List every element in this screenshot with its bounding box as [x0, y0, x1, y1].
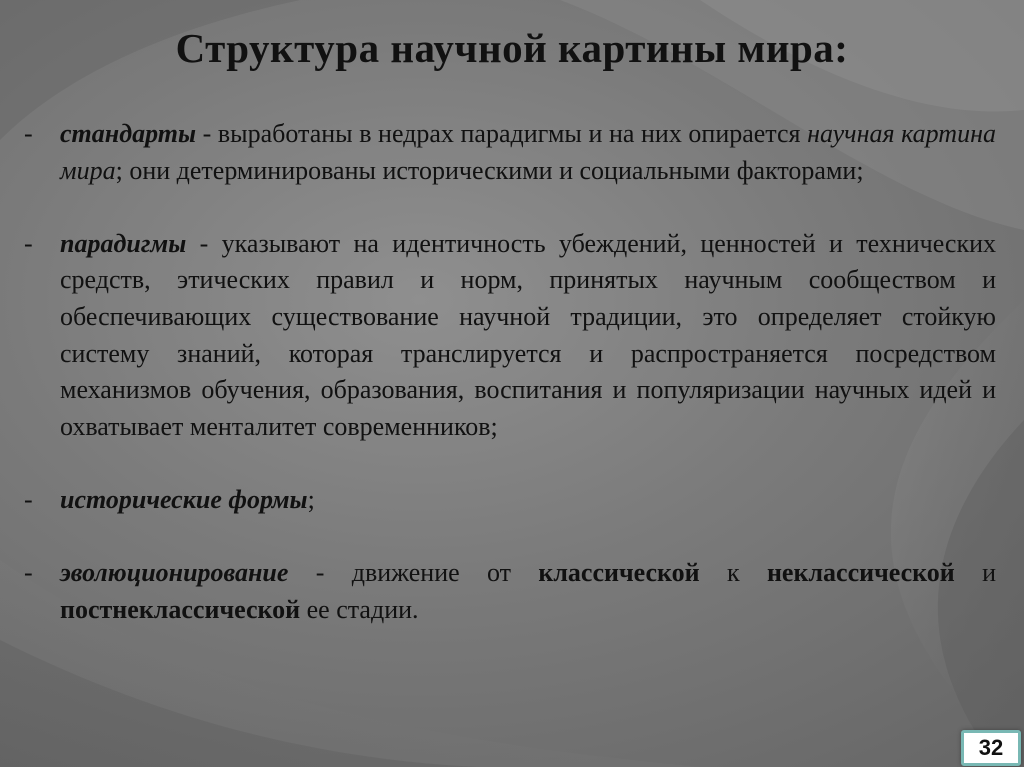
- term-historical-forms: исторические формы: [60, 484, 308, 514]
- item-text: и: [954, 558, 996, 588]
- list-dash: -: [24, 558, 33, 588]
- list-item-evolution: [24, 555, 996, 628]
- item-text: - указывают на идентичность убеждений, ценностей и технических средств, этических правил и норм, принятых научным сообществом и обеспечивающих существование научной традиции, это определяет стойкую систему знаний, которая транслируется и распространяется посредством механизмов обучения, образования, воспитания и популяризации научных идей и охватывает менталитет современников;: [60, 228, 996, 441]
- list-dash: -: [24, 484, 33, 514]
- item-text: - выработаны в недрах парадигмы и на них опирается: [196, 119, 808, 148]
- list-dash: -: [24, 119, 33, 148]
- term-paradigms: парадигмы: [60, 228, 187, 258]
- page-number-badge: 32: [961, 730, 1021, 766]
- list-item-standards: [24, 116, 996, 189]
- slide-content: [24, 116, 996, 628]
- bold-classical: классической: [538, 558, 700, 588]
- item-text: к: [699, 558, 767, 588]
- term-standards: стандарты: [60, 119, 197, 148]
- slide-title: Структура научной картины мира:: [175, 25, 849, 71]
- list-item-paradigms: [24, 226, 996, 446]
- bold-postnonclassical: постнеклассической: [60, 594, 301, 624]
- list-dash: -: [24, 228, 33, 258]
- list-item-historical-forms: [24, 482, 996, 519]
- item-text: ее стадии.: [300, 594, 419, 624]
- item-text: ;: [307, 484, 315, 514]
- italic-phrase: научная картина мира: [60, 119, 996, 185]
- bold-nonclassical: неклассической: [766, 558, 955, 588]
- term-evolution: эволюционирование: [60, 558, 289, 588]
- item-text: ; они детерминированы историческими и социальными факторами;: [115, 155, 864, 185]
- item-text: - движение от: [288, 558, 539, 588]
